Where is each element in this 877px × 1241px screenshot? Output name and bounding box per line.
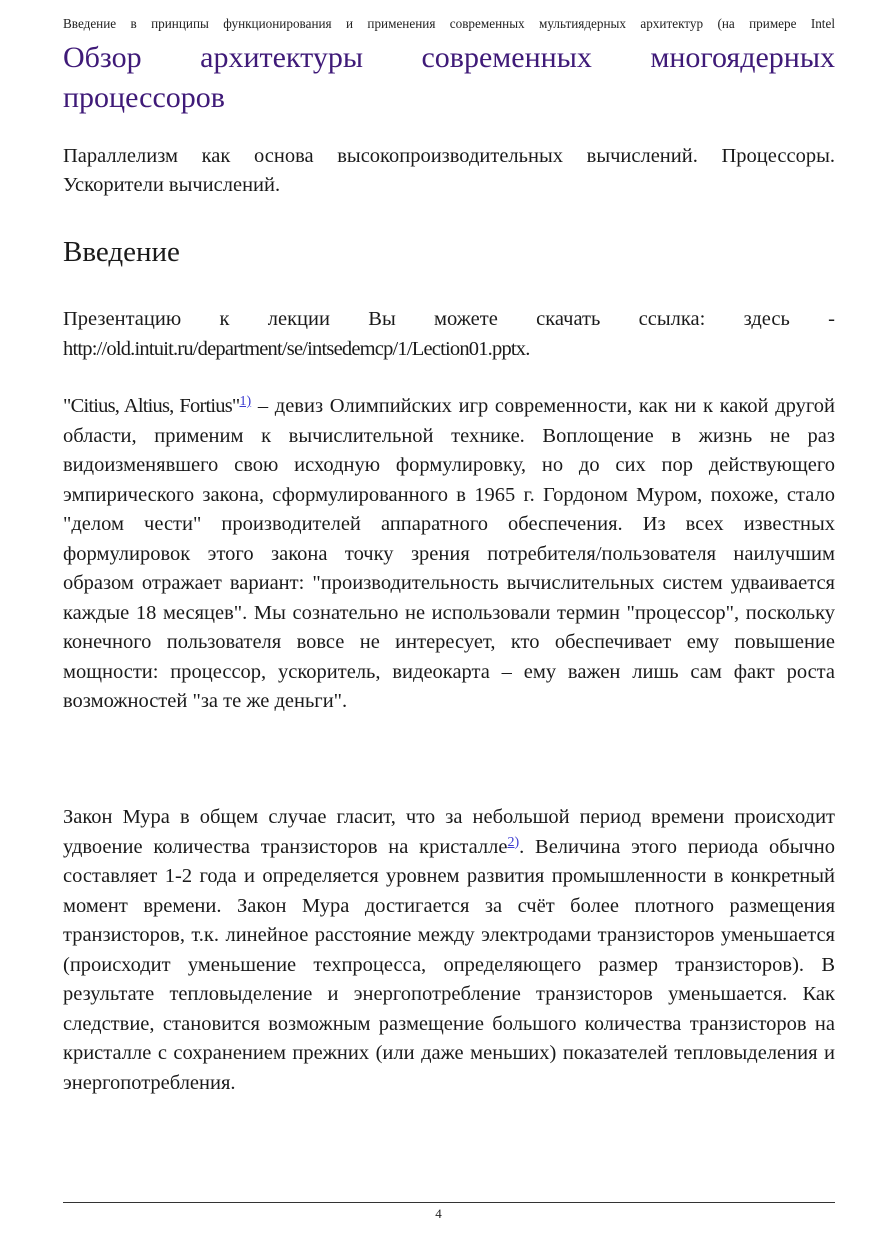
presentation-text: Презентацию к лекции Вы можете скачать ссылка: здесь - <box>63 308 835 330</box>
running-header: Введение в принципы функционирования и применения современных мультиядерных архитектур (на примере Intel <box>63 16 835 31</box>
moores-law-text-end: . Величина этого периода обычно составляет 1-2 года и определяется уровнем развития промышленности в конкретный момент времени. Закон Мура достигается за счёт более плотного размещения транзисторов, т.к. линейное расстояние между электродами транзисторов уменьшается (происходит уменьшение техпроцесса, определяющего размер транзисторов). В результате тепловыделение и энергопотребление транзисторов уменьшается. Как следствие, становится возможным размещение большого количества транзисторов на кристалле с сохранением прежних (или даже меньших) показателей тепловыделения и энергопотребления. <box>63 835 835 1094</box>
section-heading: Введение <box>63 236 180 268</box>
olympic-motto-text: – девиз Олимпийских игр современности, как ни к какой другой области, применим к вычислительной технике. Воплощение в жизнь не раз видоизменявшего свою исходную формулировку, но до сих пор действующего эмпирического закона, сформулированного в 1965 г. Гордоном Муром, похоже, стало "делом чести" производителей аппаратного обеспечения. Из всех известных формулировок этого закона точку зрения потребителя/пользователя наилучшим образом отражает вариант: "производительность вычислительных систем удваивается каждые 18 месяцев". Мы сознательно не использовали термин "процессор", поскольку конечного пользователя вовсе не интересует, кто обеспечивает ему повышение мощности: процессор, ускоритель, видеокарта – ему важен лишь сам факт роста возможностей "за те же деньги". <box>63 395 835 712</box>
lecture-subtitle: Параллелизм как основа высокопроизводительных вычислений. Процессоры. Ускорители вычислений. <box>63 145 835 196</box>
olympic-motto: "Citius, Altius, Fortius" <box>63 395 240 417</box>
footer-divider <box>63 1202 835 1203</box>
page-title: Обзор архитектуры современных многоядерных процессоров <box>63 41 835 114</box>
page-number: 4 <box>435 1206 442 1221</box>
presentation-paragraph <box>63 305 835 364</box>
presentation-url: http://old.intuit.ru/department/se/intsedemcp/1/Lection01.pptx. <box>63 337 530 360</box>
olympic-motto-paragraph <box>63 392 835 717</box>
moores-law-paragraph <box>63 803 835 1098</box>
footnote-link-1[interactable]: 1) <box>239 394 252 409</box>
moores-law-text-start: Закон Мура в общем случае гласит, что за небольшой период времени происходит удвоение количества транзисторов на кристалле <box>63 806 835 858</box>
footnote-link-2[interactable]: 2) <box>507 834 520 850</box>
